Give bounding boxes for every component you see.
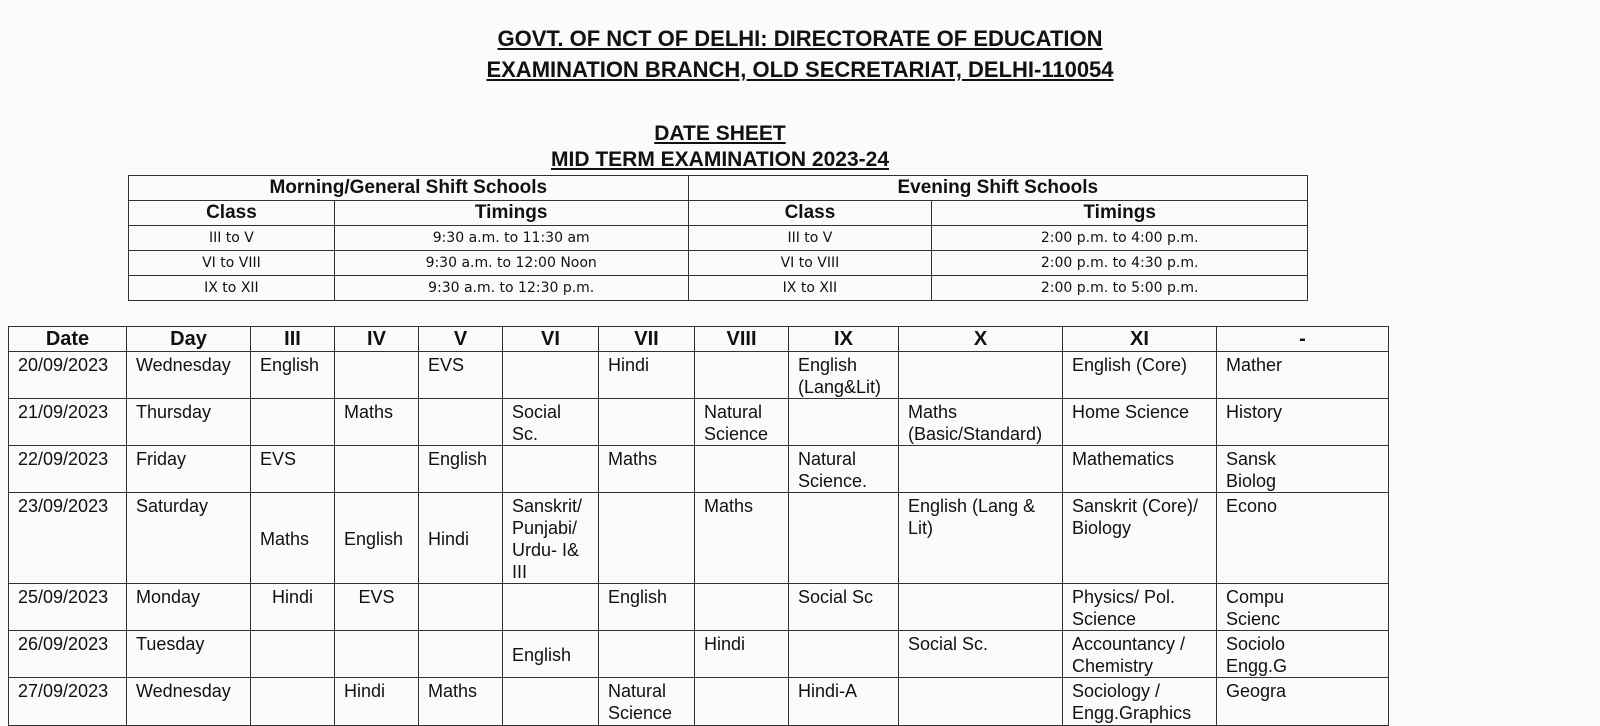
header-line-2: EXAMINATION BRANCH, OLD SECRETARIAT, DELHI-110054 xyxy=(486,57,1114,82)
exam-cell xyxy=(695,678,789,726)
exam-cell xyxy=(335,352,419,399)
header-class-xii: - xyxy=(1217,327,1389,352)
exam-cell: EVS xyxy=(335,584,419,631)
exam-cell: Geogra xyxy=(1217,678,1389,726)
shift-timings-table xyxy=(128,175,1308,301)
exam-cell xyxy=(503,446,599,493)
exam-cell: English xyxy=(599,584,695,631)
exam-cell xyxy=(419,399,503,446)
evening-class-header: Class xyxy=(688,201,932,226)
exam-cell: Social Sc. xyxy=(503,399,599,446)
exam-cell xyxy=(599,493,695,584)
exam-cell xyxy=(335,446,419,493)
exam-cell: Maths xyxy=(695,493,789,584)
exam-cell: English (Lang&Lit) xyxy=(789,352,899,399)
exam-cell: Natural Science. xyxy=(789,446,899,493)
exam-cell: 20/09/2023 xyxy=(9,352,127,399)
shift-cell: IX to XII xyxy=(688,276,932,301)
evening-timings-header: Timings xyxy=(932,201,1308,226)
exam-cell xyxy=(899,584,1063,631)
exam-cell: Hindi xyxy=(599,352,695,399)
shift-cell: 2:00 p.m. to 4:00 p.m. xyxy=(932,226,1308,251)
exam-cell: Wednesday xyxy=(127,352,251,399)
exam-schedule-table xyxy=(8,326,1389,726)
morning-timings-header: Timings xyxy=(334,201,688,226)
exam-cell: Friday xyxy=(127,446,251,493)
exam-cell: Tuesday xyxy=(127,631,251,678)
shift-cell: 9:30 a.m. to 11:30 am xyxy=(334,226,688,251)
exam-cell: Accountancy / Chemistry xyxy=(1063,631,1217,678)
evening-shift-heading: Evening Shift Schools xyxy=(688,176,1307,201)
shift-cell: III to V xyxy=(129,226,335,251)
header-class-vii: VII xyxy=(599,327,695,352)
header-class-v: V xyxy=(419,327,503,352)
exam-cell: Sociology / Engg.Graphics xyxy=(1063,678,1217,726)
exam-cell xyxy=(599,399,695,446)
exam-cell: 27/09/2023 xyxy=(9,678,127,726)
exam-cell: Compu Scienc xyxy=(1217,584,1389,631)
exam-cell xyxy=(503,352,599,399)
exam-cell xyxy=(789,493,899,584)
date-sheet-title: DATE SHEET xyxy=(654,122,786,145)
exam-cell: Hindi xyxy=(695,631,789,678)
exam-cell: English xyxy=(251,352,335,399)
morning-class-header: Class xyxy=(129,201,335,226)
exam-cell xyxy=(789,399,899,446)
exam-cell: Econo xyxy=(1217,493,1389,584)
exam-row xyxy=(9,584,1389,631)
exam-cell: Hindi xyxy=(251,584,335,631)
exam-cell xyxy=(599,631,695,678)
shift-row xyxy=(129,226,1308,251)
header-date: Date xyxy=(9,327,127,352)
exam-cell xyxy=(695,446,789,493)
exam-cell xyxy=(899,352,1063,399)
exam-cell: Hindi xyxy=(419,493,503,584)
exam-cell xyxy=(789,631,899,678)
exam-cell: Social Sc. xyxy=(899,631,1063,678)
exam-cell: Natural Science xyxy=(695,399,789,446)
exam-cell xyxy=(419,584,503,631)
exam-cell: English xyxy=(419,446,503,493)
exam-cell: History xyxy=(1217,399,1389,446)
exam-row xyxy=(9,493,1389,584)
exam-cell xyxy=(695,352,789,399)
exam-cell xyxy=(335,631,419,678)
exam-row xyxy=(9,352,1389,399)
exam-cell xyxy=(251,631,335,678)
shift-cell: III to V xyxy=(688,226,932,251)
shift-cell: VI to VIII xyxy=(688,251,932,276)
exam-cell xyxy=(503,678,599,726)
exam-cell xyxy=(419,631,503,678)
exam-cell: Saturday xyxy=(127,493,251,584)
shift-cell: 9:30 a.m. to 12:30 p.m. xyxy=(334,276,688,301)
exam-cell: Wednesday xyxy=(127,678,251,726)
exam-title xyxy=(0,148,1440,172)
shift-cell: 2:00 p.m. to 5:00 p.m. xyxy=(932,276,1308,301)
exam-cell: Physics/ Pol. Science xyxy=(1063,584,1217,631)
header-class-iv: IV xyxy=(335,327,419,352)
exam-cell xyxy=(251,678,335,726)
exam-cell xyxy=(695,584,789,631)
exam-cell: English xyxy=(335,493,419,584)
shift-row xyxy=(129,251,1308,276)
exam-cell: English (Core) xyxy=(1063,352,1217,399)
exam-cell: 26/09/2023 xyxy=(9,631,127,678)
exam-cell: Maths xyxy=(599,446,695,493)
exam-cell: Sanskrit/ Punjabi/ Urdu- I& III xyxy=(503,493,599,584)
exam-cell: Mathematics xyxy=(1063,446,1217,493)
header-class-x: X xyxy=(899,327,1063,352)
exam-row xyxy=(9,631,1389,678)
exam-cell: EVS xyxy=(251,446,335,493)
header-day: Day xyxy=(127,327,251,352)
exam-cell: Maths (Basic/Standard) xyxy=(899,399,1063,446)
exam-header-row xyxy=(9,327,1389,352)
exam-cell xyxy=(899,446,1063,493)
exam-cell: English (Lang & Lit) xyxy=(899,493,1063,584)
exam-cell: Monday xyxy=(127,584,251,631)
exam-cell: Sociolo Engg.G xyxy=(1217,631,1389,678)
header-class-iii: III xyxy=(251,327,335,352)
exam-row xyxy=(9,399,1389,446)
exam-cell: Thursday xyxy=(127,399,251,446)
exam-cell: Maths xyxy=(419,678,503,726)
exam-cell: Hindi-A xyxy=(789,678,899,726)
shift-cell: IX to XII xyxy=(129,276,335,301)
exam-row xyxy=(9,678,1389,726)
exam-cell xyxy=(503,584,599,631)
exam-cell: Maths xyxy=(335,399,419,446)
exam-cell: Home Science xyxy=(1063,399,1217,446)
exam-cell: Maths xyxy=(251,493,335,584)
exam-cell: Hindi xyxy=(335,678,419,726)
exam-cell: EVS xyxy=(419,352,503,399)
exam-cell xyxy=(899,678,1063,726)
exam-cell: Social Sc xyxy=(789,584,899,631)
header-class-xi: XI xyxy=(1063,327,1217,352)
exam-cell xyxy=(251,399,335,446)
morning-shift-heading: Morning/General Shift Schools xyxy=(129,176,689,201)
exam-title-text: MID TERM EXAMINATION 2023-24 xyxy=(551,148,889,171)
exam-cell: English xyxy=(503,631,599,678)
exam-cell: Mather xyxy=(1217,352,1389,399)
exam-cell: 23/09/2023 xyxy=(9,493,127,584)
exam-cell: Natural Science xyxy=(599,678,695,726)
shift-row xyxy=(129,276,1308,301)
header-class-viii: VIII xyxy=(695,327,789,352)
shift-cell: 9:30 a.m. to 12:00 Noon xyxy=(334,251,688,276)
shift-cell: VI to VIII xyxy=(129,251,335,276)
header-class-vi: VI xyxy=(503,327,599,352)
exam-cell: 22/09/2023 xyxy=(9,446,127,493)
exam-row xyxy=(9,446,1389,493)
exam-cell: 25/09/2023 xyxy=(9,584,127,631)
shift-cell: 2:00 p.m. to 4:30 p.m. xyxy=(932,251,1308,276)
header-class-ix: IX xyxy=(789,327,899,352)
exam-cell: 21/09/2023 xyxy=(9,399,127,446)
exam-cell: Sanskrit (Core)/ Biology xyxy=(1063,493,1217,584)
exam-cell: Sansk Biolog xyxy=(1217,446,1389,493)
header-line-1: GOVT. OF NCT OF DELHI: DIRECTORATE OF EDUCATION xyxy=(497,26,1103,51)
